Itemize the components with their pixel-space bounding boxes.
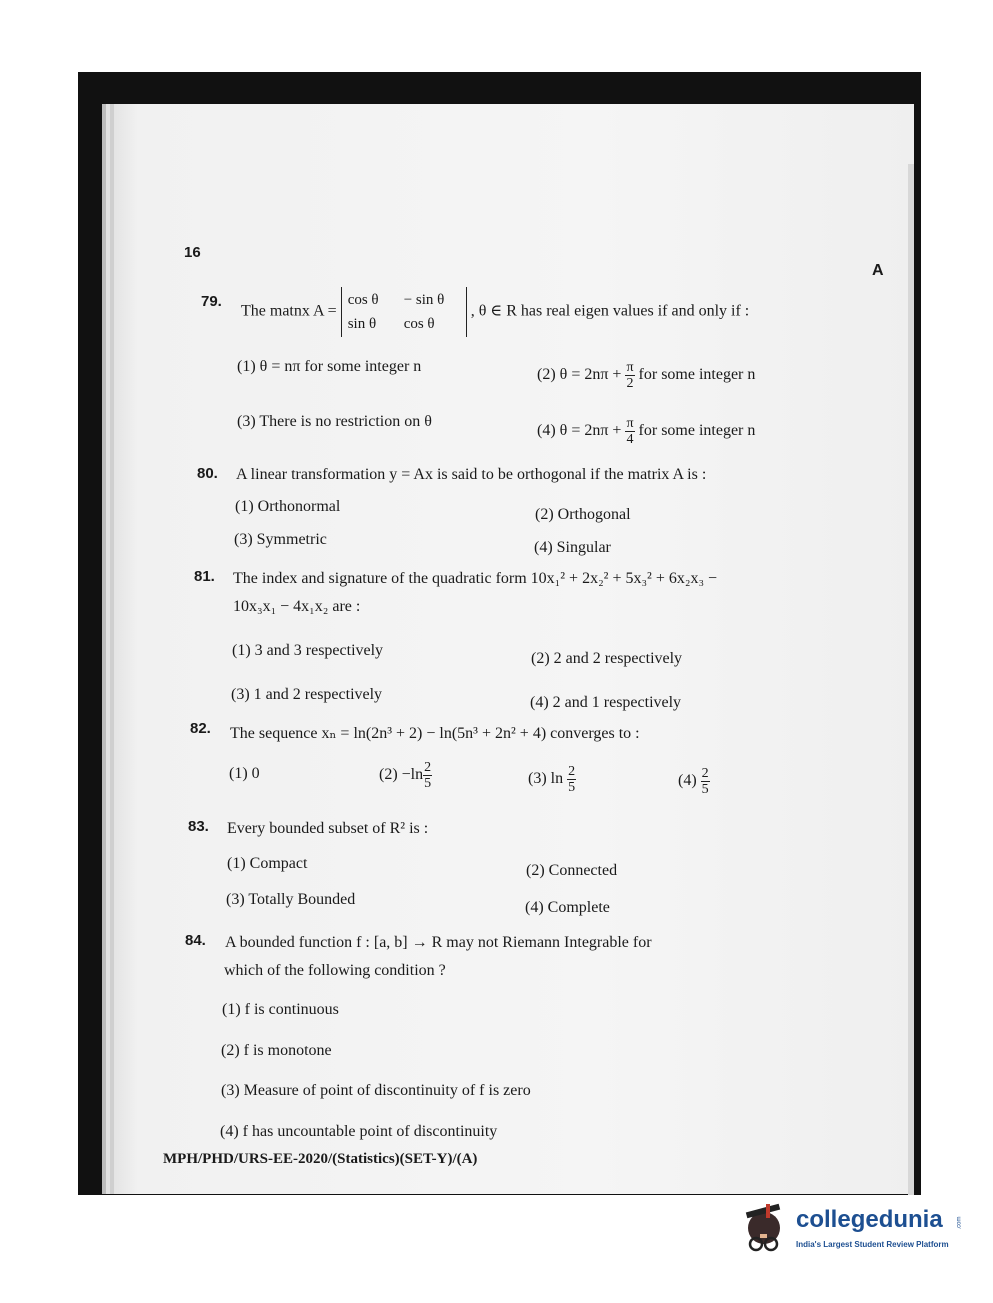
option xyxy=(231,686,382,704)
question-79-stem xyxy=(241,287,749,337)
option xyxy=(222,1001,339,1019)
option-text: Totally Bounded xyxy=(248,891,356,908)
option-text: Symmetric xyxy=(256,531,327,548)
option-label: (1) xyxy=(227,855,246,872)
option xyxy=(235,498,340,516)
option xyxy=(237,358,421,376)
page-number: 16 xyxy=(184,244,201,261)
stem-text: The matnx A = xyxy=(241,302,337,320)
option xyxy=(526,862,617,880)
denominator: 5 xyxy=(424,776,432,791)
question-81-stem-line2: 10x₃x₁ − 4x₁x₂ are : xyxy=(233,598,361,615)
option-label: (3) xyxy=(237,413,256,430)
denominator: 4 xyxy=(626,432,634,447)
option xyxy=(220,1123,497,1141)
question-83-stem: Every bounded subset of R² is : xyxy=(227,820,429,837)
option-text: f has uncountable point of discontinuity xyxy=(242,1123,498,1140)
denominator: 5 xyxy=(568,780,576,795)
option-label: (4) xyxy=(220,1123,239,1140)
option xyxy=(221,1082,531,1100)
option xyxy=(537,416,755,447)
option-text: f is monotone xyxy=(243,1042,332,1059)
matrix-cell: cos θ xyxy=(403,316,435,332)
option xyxy=(221,1042,332,1060)
matrix-cell: sin θ xyxy=(347,316,377,332)
option-text: 2 and 1 respectively xyxy=(552,694,682,711)
option xyxy=(234,531,327,549)
question-81-stem-line1: The index and signature of the quadratic form 10x₁² + 2x₂² + 5x₃² + 6x₂x₃ − xyxy=(233,570,718,587)
matrix-cell: cos θ xyxy=(347,292,379,308)
fraction xyxy=(625,360,634,391)
option xyxy=(237,413,432,431)
numerator: 2 xyxy=(424,760,432,775)
option xyxy=(379,760,432,791)
option-label: (1) xyxy=(232,642,251,659)
set-letter: A xyxy=(872,262,884,279)
option-label: (2) xyxy=(379,766,398,784)
option xyxy=(537,360,755,391)
option-text: ln xyxy=(550,770,564,788)
option-label: (1) xyxy=(222,1001,241,1018)
question-number: 79. xyxy=(201,293,222,310)
matrix-a xyxy=(341,287,467,337)
option-text: −ln xyxy=(401,766,424,784)
option xyxy=(229,765,260,783)
option-label: (2) xyxy=(526,862,545,879)
option-label: (4) xyxy=(678,772,697,790)
option xyxy=(531,650,682,668)
collegedunia-mascot-icon xyxy=(738,1200,798,1260)
option-text: 1 and 2 respectively xyxy=(253,686,383,703)
option-label: (3) xyxy=(234,531,253,548)
option-label: (1) xyxy=(229,765,248,782)
question-82-stem: The sequence xₙ = ln(2n³ + 2) − ln(5n³ + 2n² + 4) converges to : xyxy=(230,725,640,742)
option-text: Compact xyxy=(249,855,308,872)
option-label: (4) xyxy=(534,539,553,556)
question-number: 83. xyxy=(188,818,209,835)
option-text: 2 and 2 respectively xyxy=(553,650,683,667)
numerator: π xyxy=(626,360,634,375)
option xyxy=(227,855,307,873)
question-number: 81. xyxy=(194,568,215,585)
logo-wordmark: collegedunia xyxy=(796,1206,943,1233)
option-text: Orthogonal xyxy=(557,506,631,523)
denominator: 5 xyxy=(701,782,709,797)
logo-suffix: .com xyxy=(956,1216,963,1230)
matrix-cell: − sin θ xyxy=(403,292,445,308)
option-text: θ = 2nπ + xyxy=(559,366,622,384)
logo-tagline: India's Largest Student Review Platform xyxy=(796,1240,949,1249)
option xyxy=(232,642,383,660)
option-label: (1) xyxy=(237,358,256,375)
option-label: (4) xyxy=(525,899,544,916)
numerator: 2 xyxy=(701,766,709,781)
option-text: Measure of point of discontinuity of f is zero xyxy=(243,1082,531,1099)
option-text: f is continuous xyxy=(244,1001,339,1018)
option-text: Orthonormal xyxy=(257,498,341,515)
option-text: θ = nπ for some integer n xyxy=(259,358,422,375)
option-label: (3) xyxy=(231,686,250,703)
option-text: for some integer n xyxy=(638,422,756,440)
option-label: (3) xyxy=(528,770,547,788)
option xyxy=(528,764,576,795)
page-edge xyxy=(908,164,914,1195)
question-80-stem: A linear transformation y = Ax is said to be orthogonal if the matrix A is : xyxy=(236,466,707,483)
option-label: (2) xyxy=(531,650,550,667)
option-text: There is no restriction on θ xyxy=(259,413,432,430)
option xyxy=(678,766,710,797)
option xyxy=(530,694,681,712)
scanned-page-frame xyxy=(78,72,921,1195)
option-text: for some integer n xyxy=(638,366,756,384)
option-label: (3) xyxy=(226,891,245,908)
option-label: (2) xyxy=(221,1042,240,1059)
option-text: θ = 2nπ + xyxy=(559,422,622,440)
stem-text: , θ ∈ R has real eigen values if and only if : xyxy=(470,302,750,320)
option-text: 0 xyxy=(251,765,260,782)
fraction xyxy=(567,764,576,795)
option-label: (4) xyxy=(530,694,549,711)
option-text: Singular xyxy=(556,539,611,556)
option-label: (1) xyxy=(235,498,254,515)
numerator: π xyxy=(626,416,634,431)
option-label: (2) xyxy=(535,506,554,523)
question-number: 84. xyxy=(185,932,206,949)
numerator: 2 xyxy=(568,764,576,779)
question-84-stem-line2: which of the following condition ? xyxy=(224,962,446,979)
option xyxy=(534,539,611,557)
option-label: (2) xyxy=(537,366,556,384)
question-84-stem-line1: A bounded function f : [a, b] → R may not Riemann Integrable for xyxy=(225,934,652,951)
question-number: 80. xyxy=(197,465,218,482)
option-text: Connected xyxy=(548,862,618,879)
fraction xyxy=(701,766,710,797)
option-label: (3) xyxy=(221,1082,240,1099)
fraction xyxy=(625,416,634,447)
question-number: 82. xyxy=(190,720,211,737)
option xyxy=(525,899,610,917)
fraction xyxy=(423,760,432,791)
option-label: (4) xyxy=(537,422,556,440)
denominator: 2 xyxy=(626,376,634,391)
option-text: Complete xyxy=(547,899,610,916)
option-text: 3 and 3 respectively xyxy=(254,642,384,659)
paper-code-footer: MPH/PHD/URS-EE-2020/(Statistics)(SET-Y)/(A) xyxy=(163,1151,478,1167)
option xyxy=(226,891,355,909)
option xyxy=(535,506,631,524)
